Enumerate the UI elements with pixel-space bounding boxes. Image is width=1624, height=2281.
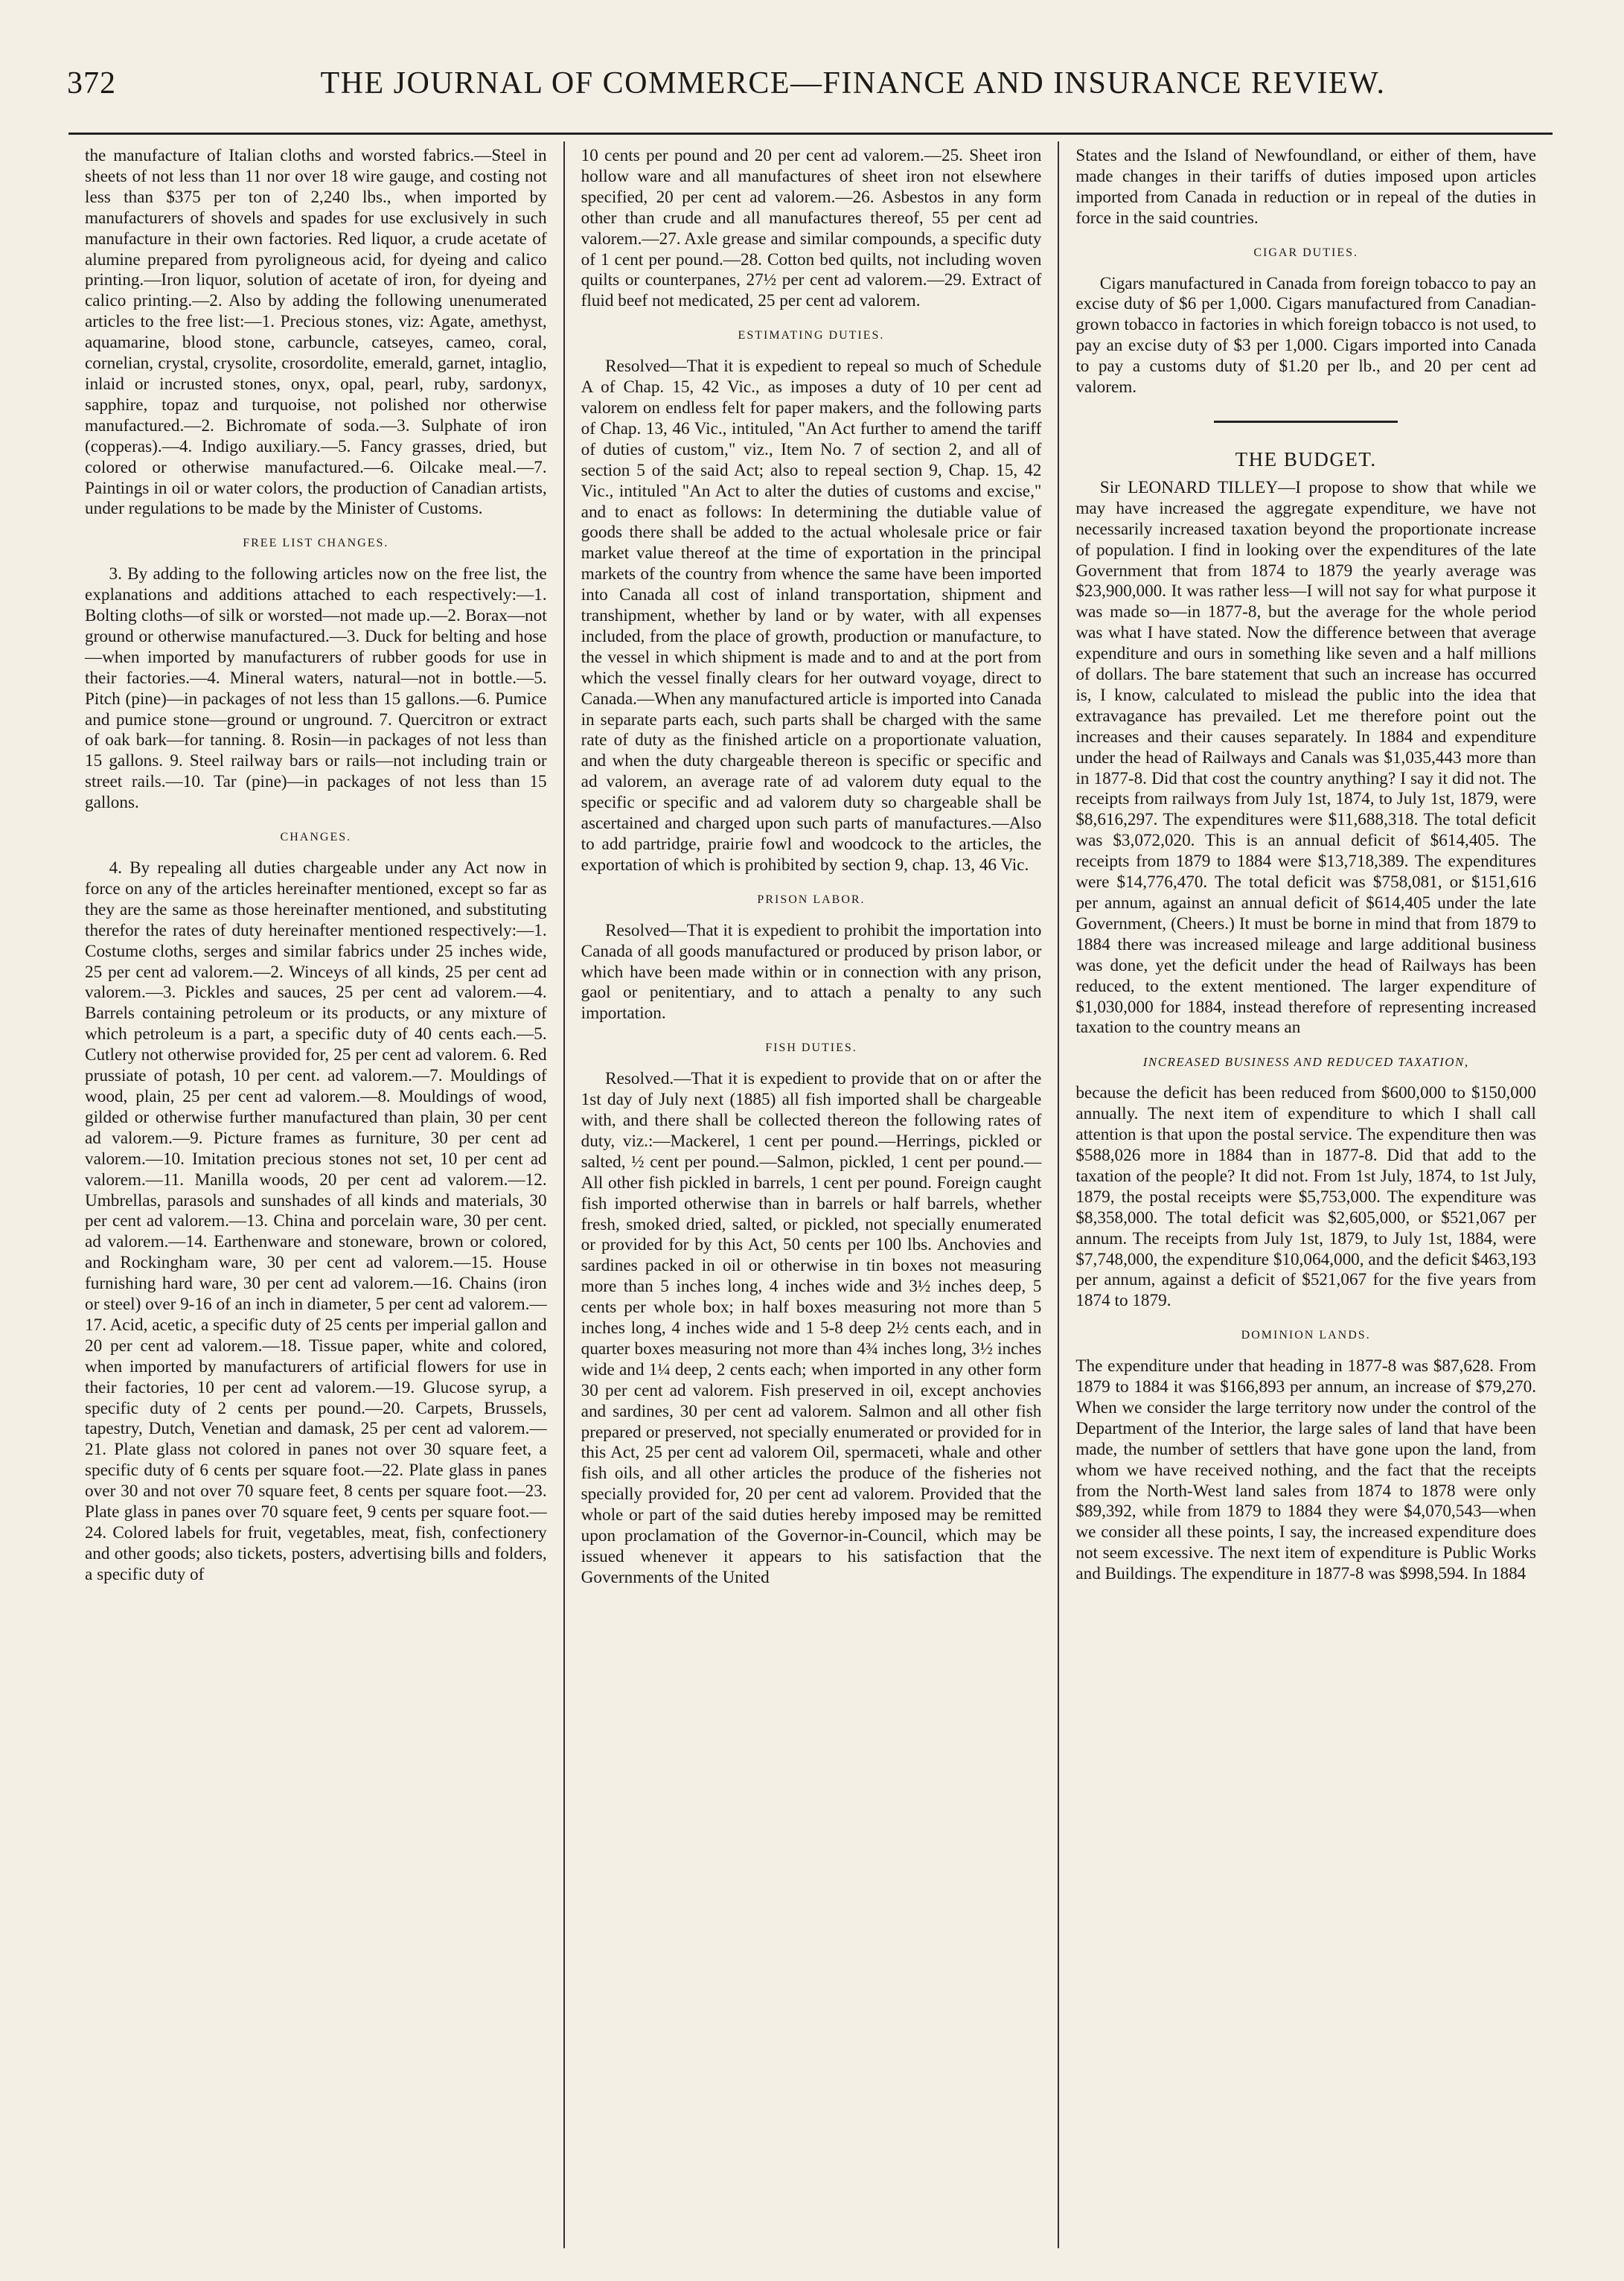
section-heading-dominion-lands: DOMINION LANDS.	[1241, 1329, 1371, 1342]
page-number: 372	[67, 66, 116, 101]
paragraph: because the deficit has been reduced from $600,000 to $150,000 annually. The next item of expenditure to which I shall call attention is that upon the postal service. The expenditure then was $588,026 more in 1884 than in 1877-8. Did that add to the taxation of the people? It did not. From 1st July, 1874, to 1st July, 1879, the postal receipts were $5,753,000. The expenditure was $8,358,000. The total deficit was $2,605,000, or $521,067 per annum. The receipts from July 1st, 1879, to July 1st, 1884, were $7,748,000, the expenditure $10,064,000, and the deficit $463,193 per annum, against a deficit of $521,067 for the five years from 1874 to 1879.	[1075, 1083, 1536, 1311]
article-columns	[68, 141, 1553, 2248]
paragraph: Resolved—That it is expedient to prohibit the importation into Canada of all goods manufactured or produced by prison labor, or which have been made within or in connection with any prison, gaol or penitentiary, and to attach a penalty to any such importation.	[581, 920, 1042, 1024]
header-rule	[68, 133, 1553, 135]
paragraph: 10 cents per pound and 20 per cent ad valorem.—25. Sheet iron hollow ware and all manufactures of sheet iron not elsewhere specified, 20 per cent ad valorem.—26. Asbestos in any form other than crude and all manufactures thereof, 55 per cent ad valorem.—27. Axle grease and similar compounds, a specific duty of 1 cent per pound.—28. Cotton bed quilts, not including woven quilts or counterpanes, 27½ per cent ad valorem.—29. Extract of fluid beef not medicated, 25 per cent ad valorem.	[581, 146, 1042, 311]
article-title-budget: THE BUDGET.	[1235, 447, 1377, 470]
section-heading-free-list-changes: FREE LIST CHANGES.	[243, 537, 389, 550]
column-3	[1058, 141, 1553, 2248]
paragraph: 4. By repealing all duties chargeable under any Act now in force on any of the articles hereinafter mentioned, except so far as they are the same as those hereinafter mentioned, and substituting therefor the rates of duty hereinafter mentioned respectively:—1. Costume cloths, serges and similar fabrics under 25 inches wide, 25 per cent ad valorem.—2. Winceys of all kinds, 25 per cent ad valorem.—3. Pickles and sauces, 25 per cent ad valorem.—4. Barrels containing petroleum or its products, or any mixture of which petroleum is a part, a specific duty of 40 cents each.—5. Cutlery not otherwise provided for, 25 per cent ad valorem. 6. Red prussiate of potash, 10 per cent. ad valorem.—7. Mouldings of wood, plain, 25 per cent ad valorem.—8. Mouldings of wood, gilded or otherwise further manufactured than plain, 30 per cent ad valorem.—9. Picture frames as furniture, 30 per cent ad valorem.—10. Imitation precious stones not set, 10 per cent ad valorem.—11. Manilla woods, 20 per cent ad valorem.—12. Umbrellas, parasols and sunshades of all kinds and materials, 30 per cent ad valorem.—13. China and porcelain ware, 30 per cent. ad valorem.—14. Earthenware and stoneware, brown or colored, and Rockingham ware, 30 per cent ad valorem.—15. House furnishing hard ware, 30 per cent ad valorem.—16. Chains (iron or steel) over 9-16 of an inch in diameter, 5 per cent ad valorem.—17. Acid, acetic, a specific duty of 25 cents per imperial gallon and 20 per cent ad valorem.—18. Tissue paper, white and colored, when imported by manufacturers of artificial flowers for use in their factories, 10 per cent ad valorem.—19. Glucose syrup, a specific duty of 2 cents per pound.—20. Carpets, Brussels, tapestry, Dutch, Venetian and damask, 25 per cent ad valorem.—21. Plate glass not colored in panes not over 30 square feet, a specific duty of 6 cents per square foot.—22. Plate glass in panes over 30 and not over 70 square feet, 8 cents per square foot.—23. Plate glass in panes over 70 square feet, 9 cents per square foot.—24. Colored labels for fruit, vegetables, meat, fish, confectionery and other goods; also tickets, posters, advertising bills and folders, a specific duty of	[85, 858, 547, 1584]
paragraph: Resolved—That it is expedient to repeal so much of Schedule A of Chap. 15, 42 Vic., as imposes a duty of 10 per cent ad valorem on endless felt for paper makers, and the following parts of Chap. 13, 46 Vic., intituled, "An Act further to amend the tariff of duties of custom," viz., Item No. 7 of section 2, and all of section 5 of the said Act; also to repeal section 9, Chap. 15, 42 Vic., intituled "An Act to alter the duties of customs and excise," and to enact as follows: In determining the dutiable value of goods there shall be added to the actual wholesale price or fair market value thereof at the time of exportation in the principal markets of the country from whence the same have been imported into Canada all cost of inland transportation, shipment and transhipment, whether by land or by water, with all expenses included, from the place of growth, production or manufacture, to the vessel in which shipment is made and to and at the port from which the vessel finally clears for her outward voyage, direct to Canada.—When any manufactured article is imported into Canada in separate parts each, such parts shall be charged with the same rate of duty as the finished article on a proportionate valuation, and when the duty chargeable thereon is specific or specific and ad valorem, an average rate of ad valorem duty equal to the specific or specific and ad valorem duty so chargeable shall be ascertained and charged upon such parts of manufactures.—Also to add partridge, prairie fowl and woodcock to the articles, the exportation of which is prohibited by section 9, chap. 13, 46 Vic.	[581, 357, 1042, 875]
paragraph: Sir LEONARD TILLEY—I propose to show that while we may have increased the aggregate expenditure, we have not necessarily increased taxation beyond the proportionate increase of population. I find in looking over the expenditures of the late Government that from 1874 to 1879 the yearly average was $23,900,000. It was rather less—I will not say for what purpose it was made so—in 1877-8, but the average for the whole period was what I have stated. Now the difference between that average expenditure and ours in something like seven and a half millions of dollars. The bare statement that such an increase has occurred is, I know, calculated to mislead the public into the idea that extravagance has prevailed. Let me therefore point out the increases and their causes separately. In 1884 and expenditure under the head of Railways and Canals was $1,035,443 more than in 1877-8. Did that cost the country anything? I say it did not. The receipts from railways from July 1st, 1874, to July 1st, 1879, were $8,616,297. The expenditures were $11,688,318. The total deficit was $3,072,020. This is an annual deficit of $614,405. The receipts from 1879 to 1884 were $13,718,389. The expenditures were $14,776,470. The total deficit was $758,081, or $151,616 per annum, against an annual deficit of $614,405 under the late Government, (Cheers.) It must be borne in mind that from 1879 to 1884 there was increased mileage and large additional business was done, yet the deficit under the head of Railways has been reduced, to the extent mentioned. The larger expenditure of $1,030,000 for 1884, instead therefore of representing increased taxation to the country means an	[1075, 477, 1536, 1038]
column-2	[563, 141, 1058, 2248]
section-heading-fish-duties: FISH DUTIES.	[765, 1041, 857, 1055]
paragraph: 3. By adding to the following articles now on the free list, the explanations and additions attached to each respectively:—1. Bolting cloths—of silk or worsted—not made up.—2. Borax—not ground or otherwise manufactured.—3. Duck for belting and hose—when imported by manufacturers of rubber goods for use in their factories.—4. Mineral waters, natural—not in bottle.—5. Pitch (pine)—in packages of not less than 15 gallons.—6. Pumice and pumice stone—ground or unground. 7. Quercitron or extract of oak bark—for tanning. 8. Rosin—in packages of not less than 15 gallons. 9. Steel railway bars or rails—not including train or street rails.—10. Tar (pine)—in packages of not less than 15 gallons.	[85, 564, 547, 813]
paragraph: Cigars manufactured in Canada from foreign tobacco to pay an excise duty of $6 per 1,000. Cigars manufactured from Canadian-grown tobacco in factories in which foreign tobacco is not used, to pay an excise duty of $3 per 1,000. Cigars imported into Canada to pay a customs duty of $1.20 per lb., and 20 per cent ad valorem.	[1075, 273, 1536, 398]
section-heading-cigar-duties: CIGAR DUTIES.	[1253, 246, 1358, 259]
paragraph: The expenditure under that heading in 1877-8 was $87,628. From 1879 to 1884 it was $166,893 per annum, an increase of $79,270. When we consider the large territory now under the control of the Department of the Interior, the large sales of land that have been made, the number of settlers that have gone upon the land, from whom we have received nothing, and the fact that the receipts from the North-West land sales from 1874 to 1878 were only $89,392, while from 1879 to 1884 they were $4,070,543—when we consider all these points, I say, the increased expenditure does not seem excessive. The next item of expenditure is Public Works and Buildings. The expenditure in 1877-8 was $998,594. In 1884	[1075, 1356, 1536, 1584]
section-heading-prison-labor: PRISON LABOR.	[757, 893, 866, 906]
section-divider	[1214, 421, 1398, 423]
page-header	[67, 66, 1550, 110]
paragraph: the manufacture of Italian cloths and worsted fabrics.—Steel in sheets of not less than 11 nor over 18 wire gauge, and costing not less than $375 per ton of 2,240 lbs., when imported by manufacturers of shovels and spades for use exclusively in such manufacture in their own factories. Red liquor, a crude acetate of alumine prepared from pyroligneous acid, for dyeing and calico printing.—Iron liquor, solution of acetate of iron, for dyeing and calico printing.—2. Also by adding the following unenumerated articles to the free list:—1. Precious stones, viz: Agate, amethyst, aquamarine, blood stone, carbuncle, catseyes, cameo, coral, cornelian, crystal, crysolite, crosordolite, emerald, garnet, intaglio, inlaid or incrusted stones, onyx, opal, pearl, ruby, sardonyx, sapphire, topaz and turquoise, not polished nor otherwise manufactured.—2. Bichromate of soda.—3. Sulphate of iron (copperas).—4. Indigo auxiliary.—5. Fancy grasses, dried, but colored or otherwise manufactured.—6. Oilcake meal.—7. Paintings in oil or water colors, the production of Canadian artists, under regulations to be made by the Minister of Customs.	[85, 146, 547, 519]
paragraph: States and the Island of Newfoundland, or either of them, have made changes in their tariffs of duties imposed upon articles imported from Canada in reduction or in repeal of the duties in force in the said countries.	[1075, 146, 1536, 228]
section-heading-increased-business: INCREASED BUSINESS AND REDUCED TAXATION,	[1142, 1055, 1469, 1070]
paragraph: Resolved.—That it is expedient to provide that on or after the 1st day of July next (1885) all fish imported shall be chargeable with, and there shall be collected thereon the following rates of duty, viz.:—Mackerel, 1 cent per pound.—Herrings, pickled or salted, ½ cent per pound.—Salmon, pickled, 1 cent per pound.—All other fish pickled in barrels, 1 cent per pound. Foreign caught fish imported otherwise than in barrels or half barrels, whether fresh, smoked dried, salted, or pickled, not specially enumerated or provided for by this Act, 50 cents per 100 lbs. Anchovies and sardines packed in oil or otherwise in tin boxes not measuring more than 5 inches long, 4 inches wide and 3½ inches deep, 5 cents per whole box; in half boxes measuring not more than 5 inches long, 4 inches wide and 1 5-8 deep 2½ cents each, and in quarter boxes measuring not more than 4¾ inches long, 3½ inches wide and 1¼ deep, 2 cents each; when imported in any other form 30 per cent ad valorem. Fish preserved in oil, except anchovies and sardines, 30 per cent ad valorem. Salmon and all other fish prepared or preserved, not specially enumerated or provided for in this Act, 25 per cent ad valorem Oil, spermaceti, whale and other fish oils, and all other articles the produce of the fisheries not specially provided for, 20 per cent ad valorem. Provided that the whole or part of the said duties hereby imposed may be remitted upon proclamation of the Governor-in-Council, which may be issued whenever it appears to his satisfaction that the Governments of the United	[581, 1069, 1042, 1587]
section-heading-estimating-duties: ESTIMATING DUTIES.	[738, 329, 885, 342]
section-heading-changes: CHANGES.	[280, 831, 352, 844]
running-title: THE JOURNAL OF COMMERCE—FINANCE AND INSURANCE REVIEW.	[320, 66, 1386, 101]
column-1	[68, 141, 563, 2248]
